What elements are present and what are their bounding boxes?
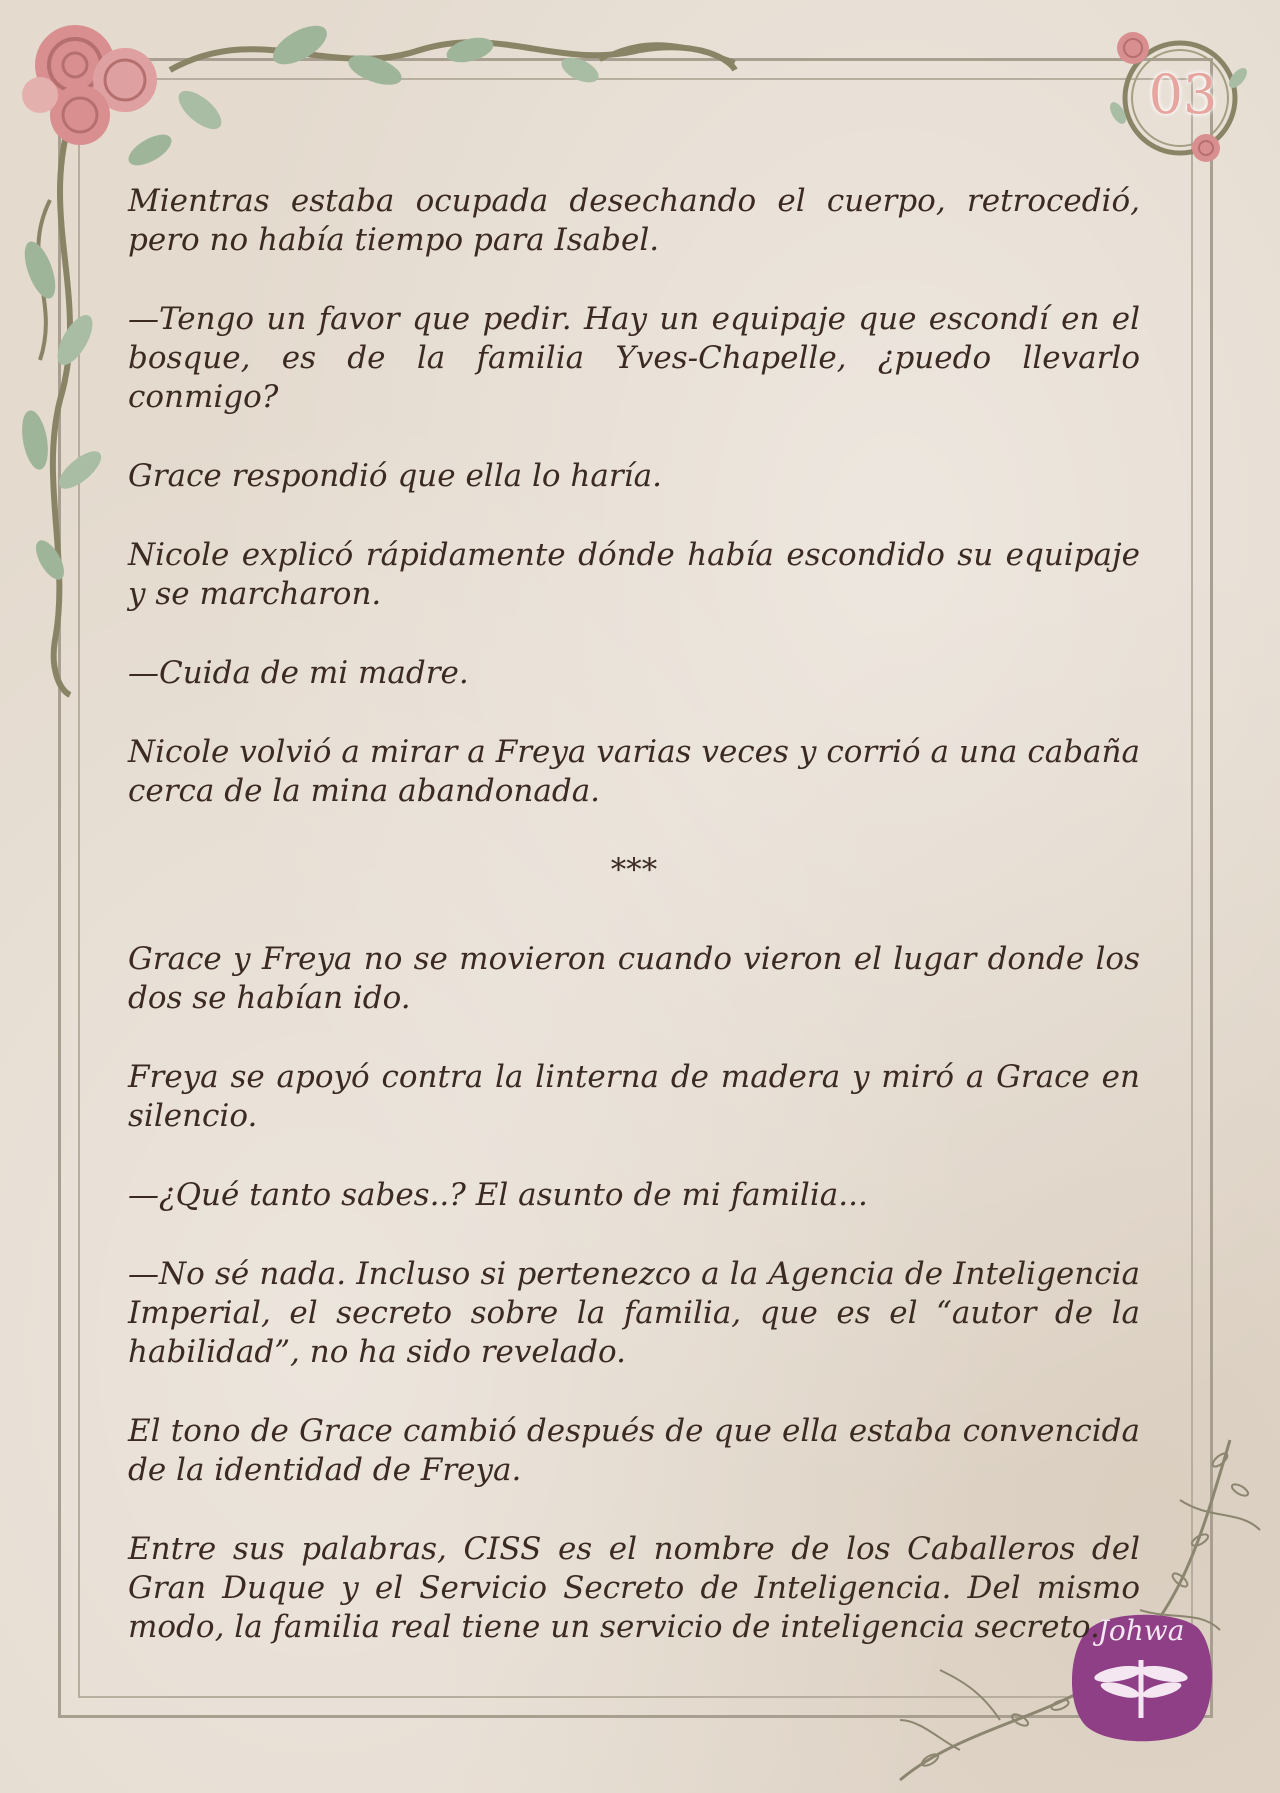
- watermark-label: Johwa: [1097, 1614, 1185, 1647]
- paragraph: Nicole explicó rápidamente dónde había escondido su equipaje y se marcharon.: [128, 537, 1140, 612]
- paragraph: Grace respondió que ella lo haría.: [128, 458, 662, 494]
- page-number: 03: [1148, 63, 1218, 126]
- paragraph: —No sé nada. Incluso si pertenezco a la Agencia de Inteligencia Imperial, el secreto sobre la familia, que es el “autor de la habilidad”, no ha sido revelado.: [128, 1256, 1140, 1370]
- paragraph: —Tengo un favor que pedir. Hay un equipaje que escondí en el bosque, es de la familia Yves-Chapelle, ¿puedo llevarlo conmigo?: [128, 301, 1140, 415]
- scene-break: ***: [610, 852, 658, 888]
- paragraph: Freya se apoyó contra la linterna de madera y miró a Grace en silencio.: [128, 1059, 1140, 1134]
- paragraph: Grace y Freya no se movieron cuando vieron el lugar donde los dos se habían ido.: [128, 941, 1140, 1016]
- paragraph: —Cuida de mi madre.: [128, 655, 469, 691]
- paragraph: Mientras estaba ocupada desechando el cuerpo, retrocedió, pero no había tiempo para Isabel.: [128, 183, 1140, 258]
- paragraph: Nicole volvió a mirar a Freya varias veces y corrió a una cabaña cerca de la mina abandonada.: [128, 734, 1140, 809]
- paragraph: Entre sus palabras, CISS es el nombre de los Caballeros del Gran Duque y el Servicio Secreto de Inteligencia. Del mismo modo, la familia real tiene un servicio de inteligencia secreto.: [128, 1531, 1140, 1645]
- paragraph: El tono de Grace cambió después de que ella estaba convencida de la identidad de Freya.: [128, 1413, 1140, 1488]
- paragraph: —¿Qué tanto sabes..? El asunto de mi familia...: [128, 1177, 868, 1213]
- story-text: [128, 182, 1140, 1687]
